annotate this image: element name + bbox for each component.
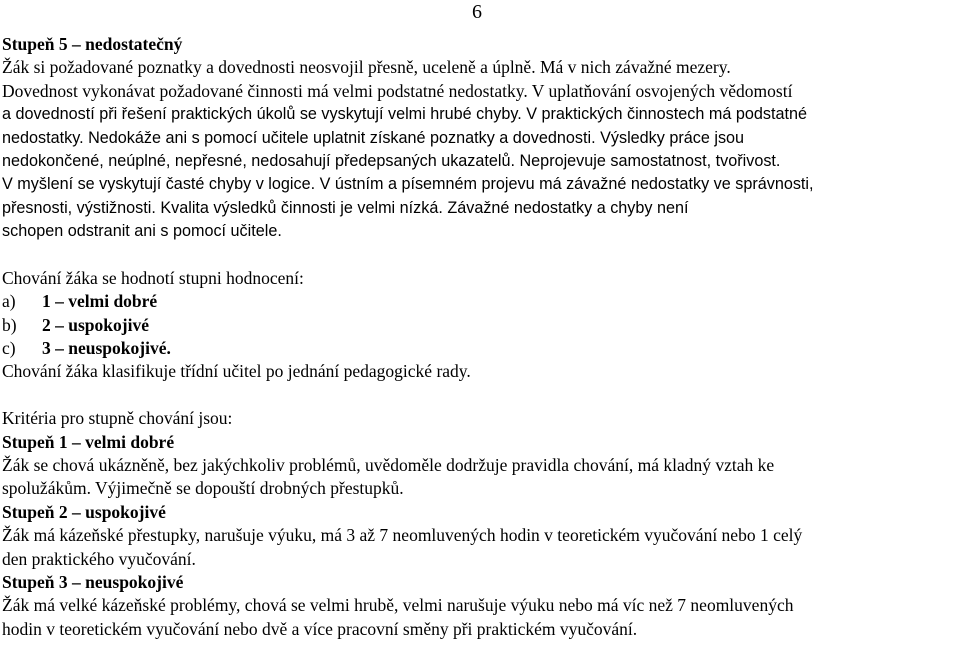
behavior-grade-item [2,337,960,360]
criteria-grade2-line: den praktického vyučování. [2,548,196,569]
grade5-section [2,33,960,244]
criteria-grade1-heading: Stupeň 1 – velmi dobré [2,431,175,452]
criteria-grade3-heading: Stupeň 3 – neuspokojivé [2,571,184,592]
spacer [2,244,960,267]
behavior-intro: Chování žáka se hodnotí stupni hodnocení: [2,267,304,288]
document-body [2,33,960,641]
list-marker: b) [2,314,17,335]
behavior-note: Chování žáka klasifikuje třídní učitel po jednání pedagogické rady. [2,361,471,382]
criteria-grade3-line: hodin v teoretickém vyučování nebo dvě a více pracovní směny při praktickém vyučování. [2,618,638,639]
criteria-grade1-line: spolužákům. Výjimečně se dopouští drobných přestupků. [2,478,404,499]
behavior-grade-label: 3 – neuspokojivé. [42,338,171,359]
criteria-grade3-line: Žák má velké kázeňské problémy, chová se velmi hrubě, velmi narušuje výuku nebo má víc než 7 neomluvených [2,595,794,616]
criteria-grade2-heading: Stupeň 2 – uspokojivé [2,501,166,522]
grade5-text-line: a dovedností při řešení praktických úkolů se vyskytují velmi hrubé chyby. V praktických činnostech má podstatné [2,105,807,124]
criteria-grade1-line: Žák se chová ukázněně, bez jakýchkoliv problémů, uvědoměle dodržuje pravidla chování, má kladný vztah ke [2,455,775,476]
grade5-text-line: přesnosti, výstižnosti. Kvalita výsledků činnosti je velmi nízká. Závažné nedostatky a chyby není [2,198,689,217]
grade5-text-line: schopen odstranit ani s pomocí učitele. [2,222,282,241]
criteria-intro: Kritéria pro stupně chování jsou: [2,408,233,429]
behavior-grade-item [2,314,960,337]
grade5-text-line: Žák si požadované poznatky a dovednosti neosvojil přesně, uceleně a úplně. Má v nich závažné mezery. [2,57,731,78]
grade5-text-line: nedokončené, neúplné, nepřesné, nedosahují předepsaných ukazatelů. Neprojevuje samostatnost, tvořivost. [2,151,781,170]
spacer [2,384,960,407]
behavior-grade-item [2,290,960,313]
grade5-text-line: nedostatky. Nedokáže ani s pomocí učitele uplatnit získané poznatky a dovednosti. Výsledky práce jsou [2,128,745,147]
grade5-text-line: Dovednost vykonávat požadované činnosti má velmi podstatné nedostatky. V uplatňování osvojených vědomostí [2,80,793,101]
behavior-grade-label: 1 – velmi dobré [42,291,158,312]
page-number: 6 [472,1,482,23]
behavior-grade-label: 2 – uspokojivé [42,314,149,335]
list-marker: c) [2,338,16,359]
behavior-grades-section [2,267,960,384]
list-marker: a) [2,291,16,312]
grade5-text-line: V myšlení se vyskytují časté chyby v logice. V ústním a písemném projevu má závažné nedostatky ve správnosti, [2,175,814,194]
criteria-section [2,407,960,641]
criteria-grade2-line: Žák má kázeňské přestupky, narušuje výuku, má 3 až 7 neomluvených hodin v teoretickém vyučování nebo 1 celý [2,525,803,546]
grade5-heading: Stupeň 5 – nedostatečný [2,34,183,54]
